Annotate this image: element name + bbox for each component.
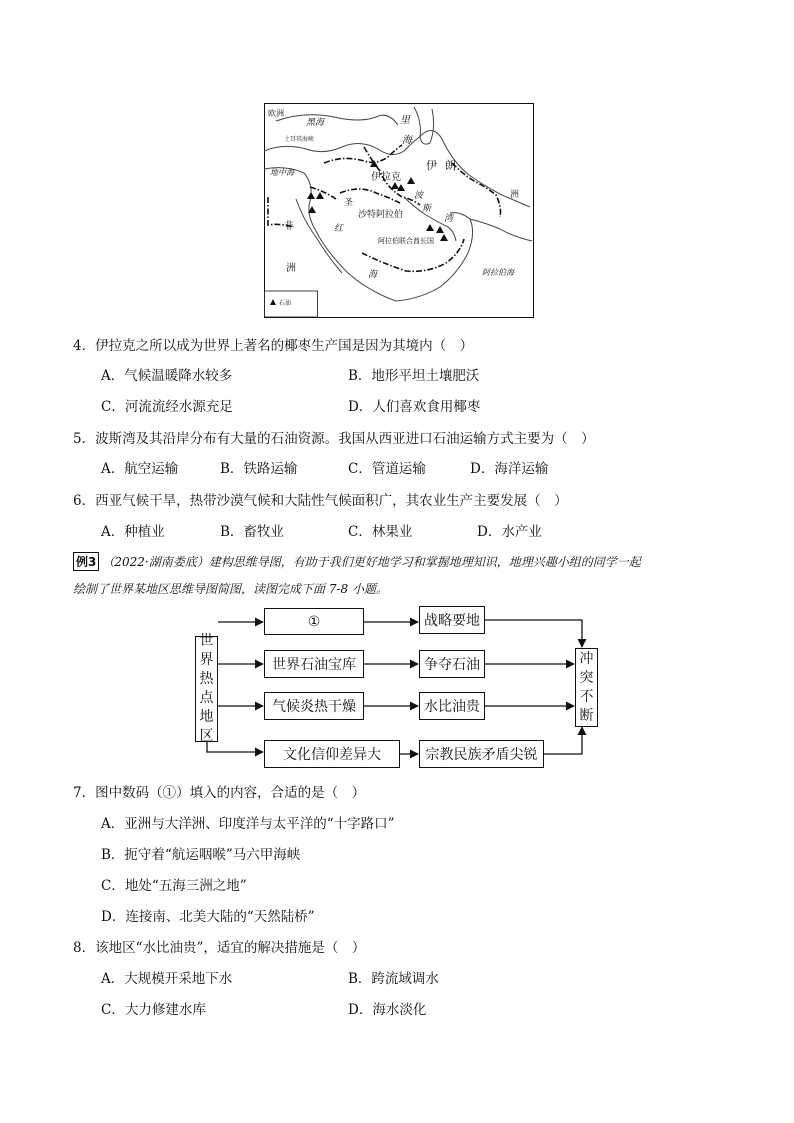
root-char-3: 热 [199, 671, 214, 687]
question-6-option-c[interactable]: C．林果业 [348, 524, 413, 540]
root-char-2: 界 [199, 652, 214, 668]
label-saudi: 沙特阿拉伯 [358, 210, 404, 220]
label-redsea-hong: 红 [334, 224, 344, 234]
question-8-option-a[interactable]: A．大规模开采地下水 [101, 971, 233, 987]
result-char-3: 不 [579, 688, 594, 705]
question-7-option-a[interactable]: A．亚洲与大洋洲、印度洋与太平洋的“十字路口” [101, 816, 395, 832]
question-8-option-d[interactable]: D．海水淡化 [348, 1002, 427, 1018]
label-persian-wan: 湾 [444, 214, 454, 224]
mind-map-mid-box-3: 气候炎热干燥 [264, 692, 364, 720]
question-8-option-b[interactable]: B．跨流域调水 [348, 971, 439, 987]
root-char-6: 区 [199, 728, 214, 744]
label-uae: 阿拉伯联合酋长国 [378, 237, 434, 245]
label-africa-fei: 非 [284, 221, 294, 232]
question-4-stem: 4．伊拉克之所以成为世界上著名的椰枣生产国是因为其境内（ ） [73, 338, 474, 354]
mind-map-result-box [575, 648, 598, 727]
mind-map-right-box-3: 水比油贵 [419, 692, 485, 720]
example-intro-text: （2022·湖南娄底）建构思维导图，有助于我们更好地学习和掌握地理知识，地理兴趣小组的同学一起 [102, 555, 641, 569]
question-5-stem: 5．波斯湾及其沿岸分布有大量的石油资源。我国从西亚进口石油运输方式主要为（ ） [73, 431, 595, 447]
result-char-2: 突 [579, 669, 594, 686]
mind-map-right-box-1: 战略要地 [419, 606, 485, 634]
question-4-option-b[interactable]: B．地形平坦土壤肥沃 [348, 368, 480, 384]
label-persian-bo: 波 [414, 191, 424, 201]
question-6-stem: 6．西亚气候干旱，热带沙漠气候和大陆性气候面积广，其农业生产主要发展（ ） [73, 493, 568, 509]
question-5-option-d[interactable]: D．海洋运输 [470, 461, 549, 477]
label-blacksea: 黑海 [306, 118, 325, 128]
label-persian-si: 斯 [422, 204, 432, 214]
label-iraq: 伊拉克 [371, 172, 401, 183]
root-char-4: 点 [199, 690, 214, 706]
label-caspian-li: 里 [400, 115, 410, 126]
label-saudi-sheng: 圣 [344, 198, 354, 208]
mind-map-mid-box-1: ① [264, 608, 364, 635]
question-4-option-c[interactable]: C．河流流经水源充足 [101, 399, 233, 415]
question-4-option-d[interactable]: D．人们喜欢食用椰枣 [348, 399, 481, 415]
question-5-option-c[interactable]: C．管道运输 [348, 461, 426, 477]
question-8-option-c[interactable]: C．大力修建水库 [101, 1002, 206, 1018]
label-caspian-hai: 海 [402, 135, 412, 146]
question-5-option-a[interactable]: A．航空运输 [101, 461, 179, 477]
mind-map-mid-box-2: 世界石油宝库 [264, 650, 364, 678]
label-arabian-sea: 阿拉伯海 [482, 268, 514, 277]
label-europe-1: 欧洲 [268, 109, 284, 118]
label-asia-zhou: 洲 [510, 190, 520, 200]
mind-map-mid-box-4: 文化信仰差异大 [264, 740, 400, 768]
root-char-5: 地 [199, 709, 214, 725]
question-6-option-b[interactable]: B．畜牧业 [220, 524, 284, 540]
label-redsea-hai: 海 [368, 270, 378, 280]
question-5-option-b[interactable]: B．铁路运输 [220, 461, 298, 477]
question-7-option-b[interactable]: B．扼守着“航运咽喉”马六甲海峡 [101, 847, 301, 863]
label-africa-zhou: 洲 [286, 263, 296, 274]
root-char-1: 世 [199, 633, 214, 649]
label-iran: 伊朗 [426, 159, 464, 172]
question-6-option-d[interactable]: D．水产业 [477, 524, 542, 540]
label-turkish-strait: 土耳其海峡 [284, 136, 315, 143]
question-7-option-d[interactable]: D．连接南、北美大陆的“天然陆桥” [101, 909, 315, 925]
mind-map-root-box [195, 633, 218, 744]
question-8-stem: 8．该地区“水比油贵”，适宜的解决措施是（ ） [73, 940, 366, 956]
example-tag: 例3 [73, 552, 99, 571]
question-7-stem: 7．图中数码（①）填入的内容，合适的是（ ） [73, 785, 366, 801]
svg-text:石油: 石油 [279, 300, 292, 307]
mind-map-right-box-4: 宗教民族矛盾尖锐 [419, 740, 544, 768]
example-intro-line-2: 绘制了世界某地区思维导图简图，读图完成下面 7-8 小题。 [73, 582, 388, 596]
result-char-1: 冲 [579, 650, 594, 667]
result-char-4: 断 [579, 707, 594, 724]
mind-map-right-box-2: 争夺石油 [419, 650, 485, 678]
label-mediterranean: 地中海 [270, 168, 294, 177]
question-4-option-a[interactable]: A．气候温暖降水较多 [101, 368, 233, 384]
question-6-option-a[interactable]: A．种植业 [101, 524, 165, 540]
question-7-option-c[interactable]: C．地处“五海三洲之地” [101, 878, 247, 894]
